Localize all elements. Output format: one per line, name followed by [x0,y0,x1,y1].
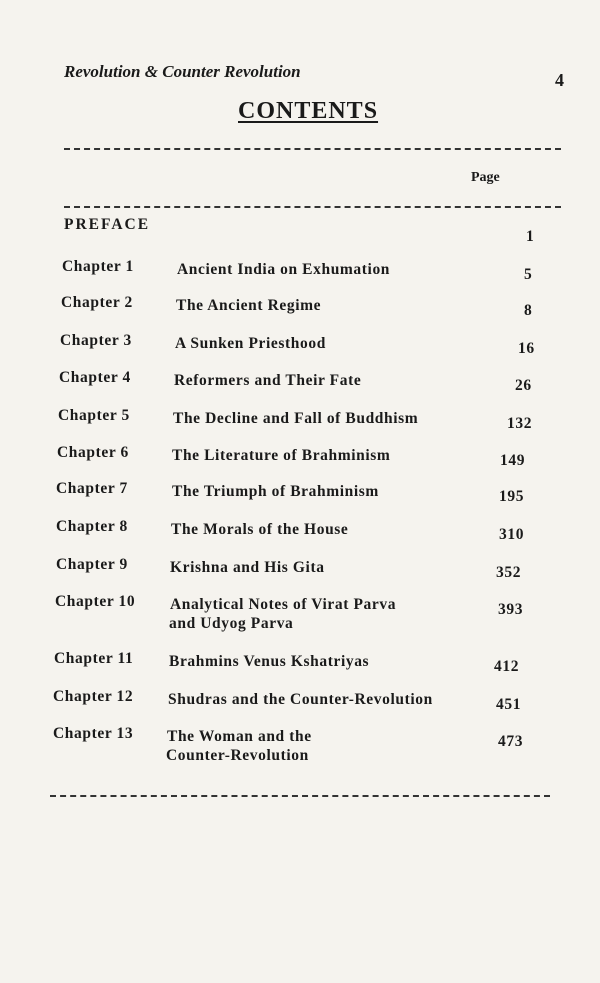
chapter-label: Chapter 8 [56,518,128,535]
chapter-title: The Woman and the [167,728,312,745]
chapter-title-continued: and Udyog Parva [169,615,294,632]
chapter-label: Chapter 11 [54,650,134,667]
chapter-page-number: 149 [500,452,526,469]
chapter-title: Reformers and Their Fate [174,372,362,389]
chapter-label: Chapter 4 [59,369,131,386]
chapter-page-number: 195 [499,488,525,505]
chapter-title: Analytical Notes of Virat Parva [170,596,397,613]
chapter-title: The Decline and Fall of Buddhism [173,410,419,427]
chapter-title: The Ancient Regime [176,297,322,314]
chapter-title: The Morals of the House [171,521,349,538]
chapter-title: Brahmins Venus Kshatriyas [169,653,370,670]
chapter-page-number: 132 [507,415,533,432]
chapter-label: Chapter 1 [62,258,134,275]
chapter-page-number: 412 [494,658,520,675]
chapter-label: Chapter 2 [61,294,133,311]
chapter-label: Chapter 3 [60,332,132,349]
chapter-page-number: 26 [515,377,532,394]
chapter-page-number: 8 [524,302,533,319]
chapter-title: Krishna and His Gita [170,559,325,576]
top-divider [64,148,561,150]
chapter-page-number: 1 [526,228,535,245]
chapter-page-number: 352 [496,564,522,581]
chapter-label: Chapter 7 [56,480,128,497]
chapter-title: Shudras and the Counter-Revolution [168,691,433,708]
header-divider [64,206,561,208]
chapter-page-number: 393 [498,601,524,618]
chapter-label: Chapter 6 [57,444,129,461]
chapter-title: The Triumph of Brahminism [172,483,379,500]
chapter-title: Ancient India on Exhumation [177,261,391,278]
chapter-label: Chapter 10 [55,593,136,610]
chapter-title-continued: Counter-Revolution [166,747,309,764]
chapter-page-number: 16 [518,340,535,357]
page-column-label: Page [471,170,500,185]
chapter-label: Chapter 9 [56,556,128,573]
chapter-page-number: 5 [524,266,533,283]
chapter-label: Chapter 13 [53,725,134,742]
chapter-label: Chapter 12 [53,688,134,705]
bottom-divider [50,795,550,797]
page-number: 4 [555,70,564,90]
chapter-title: The Literature of Brahminism [172,447,391,464]
page-title: CONTENTS [238,98,379,124]
chapter-page-number: 310 [499,526,525,543]
running-head: Revolution & Counter Revolution [64,62,301,81]
chapter-label: Chapter 5 [58,407,130,424]
chapter-page-number: 473 [498,733,524,750]
preface-label: PREFACE [64,216,151,233]
chapter-title: A Sunken Priesthood [175,335,326,352]
chapter-page-number: 451 [496,696,522,713]
